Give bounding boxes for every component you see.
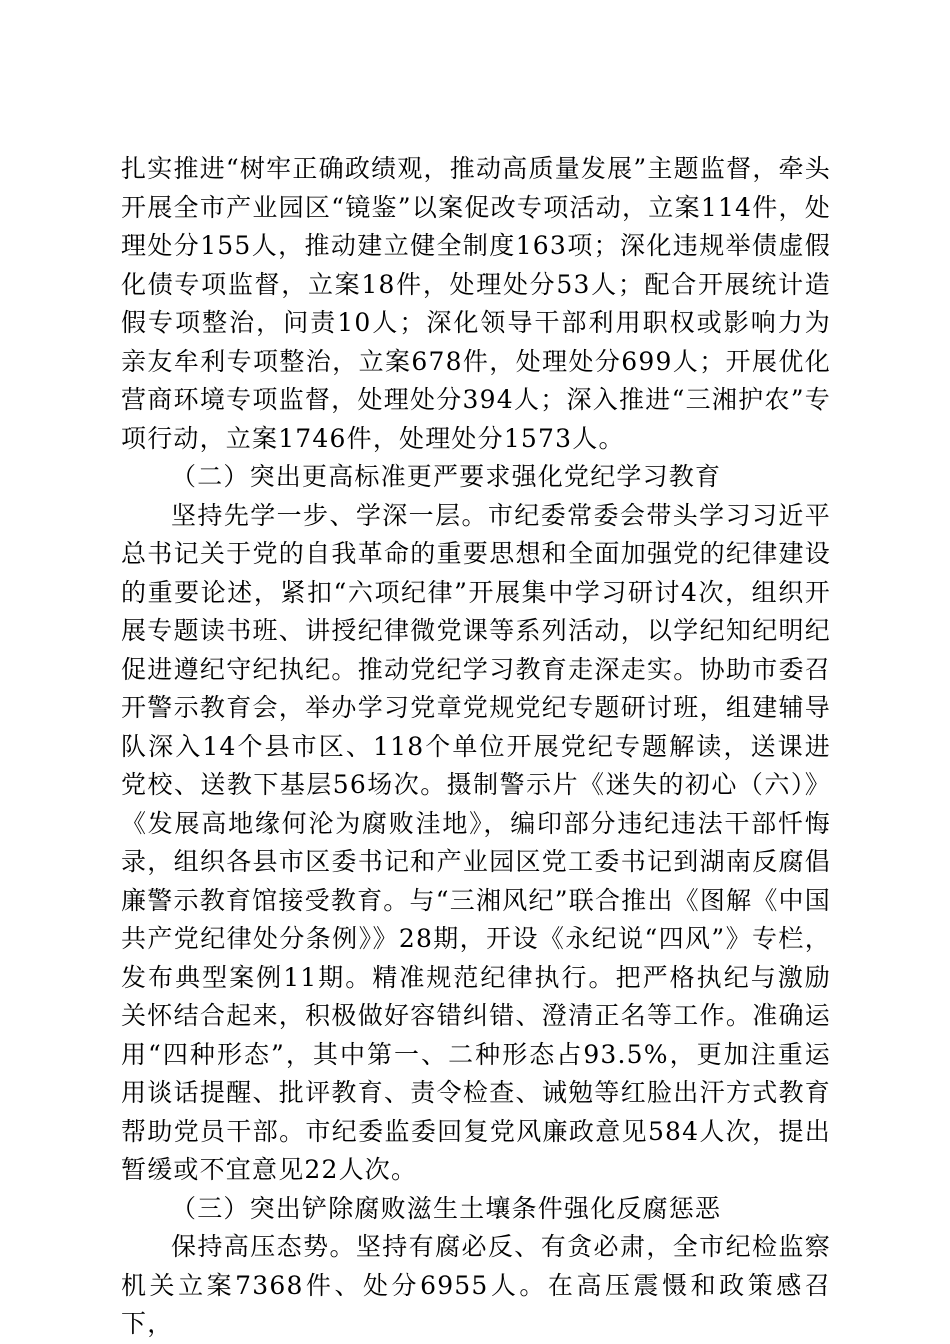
body-paragraph-supervision: 扎实推进“树牢正确政绩观，推动高质量发展”主题监督，牵头开展全市产业园区“镜鉴”以案促改专项活动，立案114件，处理处分155人，推动建立健全制度163项；深化违规举债虚假化债专项监督，立案18件，处理处分53人；配合开展统计造假专项整治，问责10人；深化领导干部利用职权或影响力为亲友牟利专项整治，立案678件，处理处分699人；开展优化营商环境专项监督，处理处分394人；深入推进“三湘护农”专项行动，立案1746件，处理处分1573人。	[121, 154, 831, 453]
body-paragraph-discipline-learning: 坚持先学一步、学深一层。市纪委常委会带头学习习近平总书记关于党的自我革命的重要思想和全面加强党的纪律建设的重要论述，紧扣“六项纪律”开展集中学习研讨4次，组织开展专题读书班、讲授纪律微党课等系列活动，以学纪知纪明纪促进遵纪守纪执纪。推动党纪学习教育走深走实。协助市委召开警示教育会，举办学习党章党规党纪专题研讨班，组建辅导队深入14个县市区、118个单位开展党纪专题解读，送课进党校、送教下基层56场次。摄制警示片《迷失的初心（六）》《发展高地缘何沦为腐败洼地》，编印部分违纪违法干部忏悔录，组织各县市区委书记和产业园区党工委书记到湖南反腐倡廉警示教育馆接受教育。与“三湘风纪”联合推出《图解《中国共产党纪律处分条例》》28期，开设《永纪说“四风”》专栏，发布典型案例11期。精准规范纪律执行。把严格执纪与激励关怀结合起来，积极做好容错纠错、澄清正名等工作。准确运用“四种形态”，其中第一、二种形态占93.5%，更加注重运用谈话提醒、批评教育、责令检查、诫勉等红脸出汗方式教育帮助党员干部。市纪委监委回复党风廉政意见584人次，提出暂缓或不宜意见22人次。	[121, 500, 831, 1184]
section-heading-party-discipline-education: （二）突出更高标准更严要求强化党纪学习教育	[171, 462, 722, 491]
section-heading-anti-corruption: （三）突出铲除腐败滋生土壤条件强化反腐惩恶	[171, 1193, 722, 1223]
body-paragraph-high-pressure: 保持高压态势。坚持有腐必反、有贪必肃，全市纪检监察机关立案7368件、处分6955人。在高压震慑和政策感召下，	[121, 1232, 831, 1338]
document-body	[121, 150, 831, 1344]
